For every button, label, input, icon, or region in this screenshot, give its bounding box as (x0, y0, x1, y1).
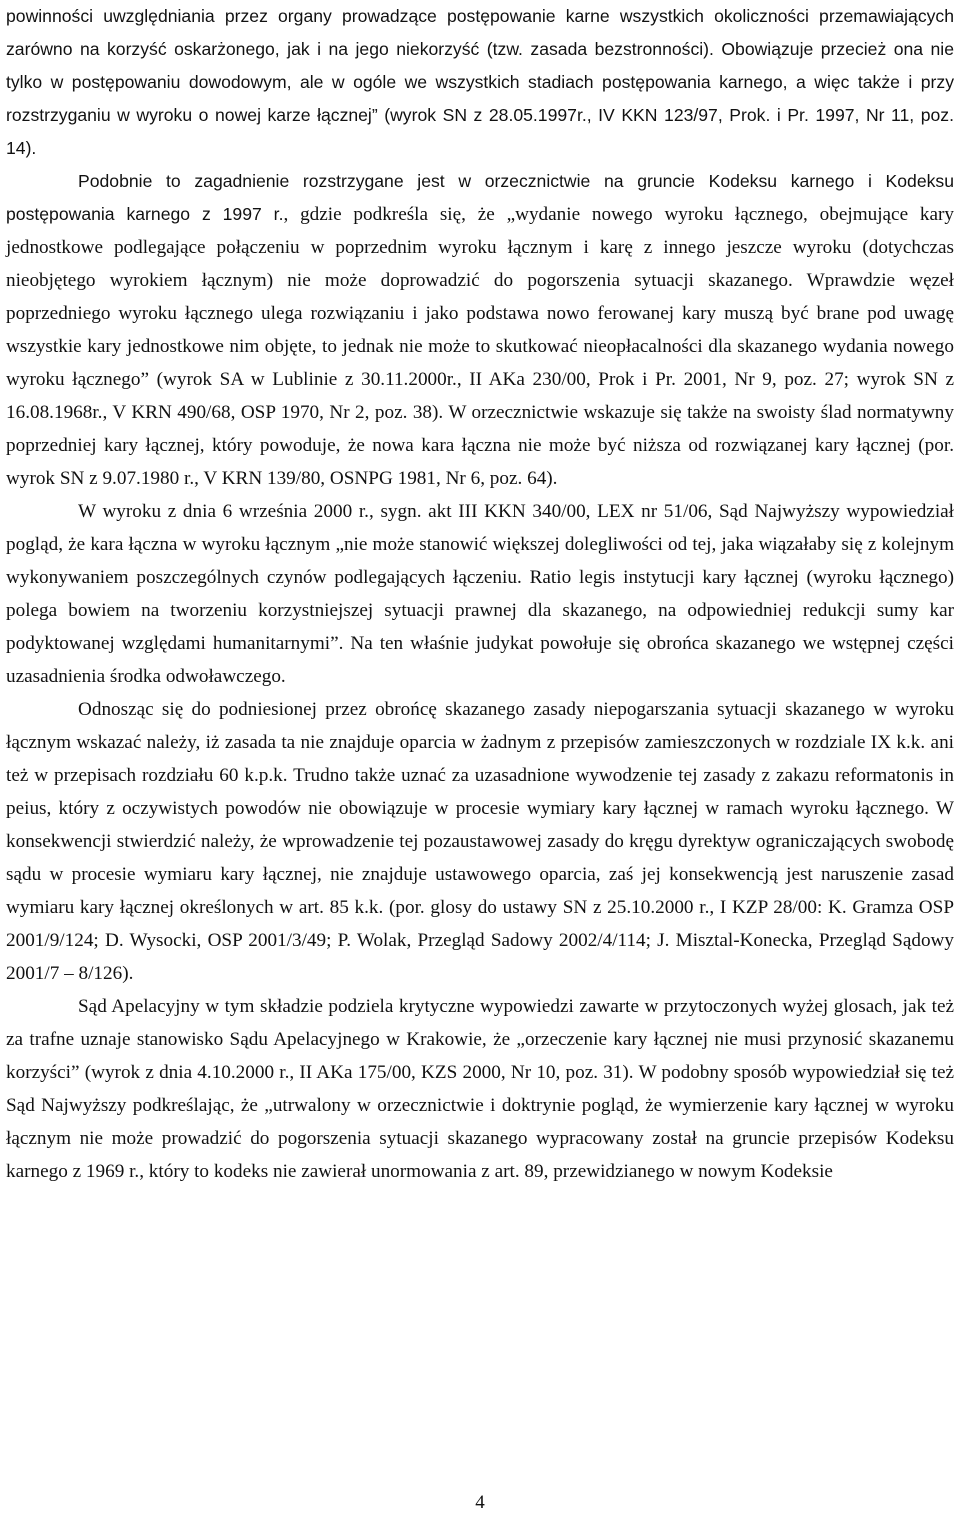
document-page (6, 0, 954, 1188)
paragraph-4-text: Odnosząc się do podniesionej przez obrońcę skazanego zasady niepogarszania sytuacji skazanego w wyroku łącznym wskazać należy, iż zasada ta nie znajduje oparcia w żadnym z przepisów zamieszczonych w rozdziale IX k.k. ani też w przepisach rozdziału 60 k.p.k. Trudno także uznać za uzasadnione wywodzenie tej zasady z zakazu reformatonis in peius, który z oczywistych powodów nie obowiązuje w procesie wymiary kary łącznej w ramach wyroku łącznego. W konsekwencji stwierdzić należy, że wprowadzenie tej pozaustawowej zasady do kręgu dyrektyw ograniczających swobodę sądu w procesie wymiaru kary łącznej, nie znajduje ustawowego oparcia, zaś jej konsekwencją jest naruszenie zasad wymiaru kary łącznej określonych w art. 85 k.k. (por. glosy do ustawy SN z 25.10.2000 r., I KZP 28/00: K. Gramza OSP 2001/9/124; D. Wysocki, OSP 2001/3/49; P. Wolak, Przegląd Sadowy 2002/4/114; J. Misztal-Konecka, Przegląd Sądowy 2001/7 – 8/126). (6, 699, 954, 984)
paragraph-2-text-serif: , gdzie podkreśla się, że „wydanie nowego wyroku łącznego, obejmujące kary jednostkowe podlegające połączeniu w poprzednim wyroku łącznym i karę z innego jeszcze wyroku (dotychczas nieobjętego wyrokiem łącznym) nie może doprowadzić do pogorszenia sytuacji skazanego. Wprawdzie węzeł poprzedniego wyroku łącznego ulega rozwiązaniu i jako podstawa nowo ferowanej kary muszą być brane pod uwagę wszystkie kary jednostkowe nim objęte, to jednak nie może to skutkować nieopłacalności dla skazanego wydania nowego wyroku łącznego” (wyrok SA w Lublinie z 30.11.2000r., II AKa 230/00, Prok i Pr. 2001, Nr 9, poz. 27; wyrok SN z 16.08.1968r., V KRN 490/68, OSP 1970, Nr 2, poz. 38). W orzecznictwie wskazuje się także na swoisty ślad normatywny poprzedniej kary łącznej, który powoduje, że nowa kara łączna nie może być niższa od rozwiązanej kary łącznej (por. wyrok SN z 9.07.1980 r., V KRN 139/80, OSNPG 1981, Nr 6, poz. 64). (6, 204, 954, 489)
paragraph-5 (6, 990, 954, 1188)
page-number: 4 (475, 1492, 485, 1513)
paragraph-4 (6, 693, 954, 990)
paragraph-5-text: Sąd Apelacyjny w tym składzie podziela krytyczne wypowiedzi zawarte w przytoczonych wyżej glosach, jak też za trafne uznaje stanowisko Sądu Apelacyjnego w Krakowie, że „orzeczenie kary łącznej nie musi przynosić skazanemu korzyści” (wyrok z dnia 4.10.2000 r., II AKa 175/00, KZS 2000, Nr 10, poz. 31). W podobny sposób wypowiedział się też Sąd Najwyższy podkreślając, że „utrwalony w orzecznictwie i doktrynie pogląd, że wymierzenie kary łącznej w wyroku łącznym nie może prowadzić do pogorszenia sytuacji skazanego wypracowany został na gruncie przepisów Kodeksu karnego z 1969 r., który to kodeks nie zawierał unormowania z art. 89, przewidzianego w nowym Kodeksie (6, 996, 954, 1182)
paragraph-2 (6, 165, 954, 495)
paragraph-1 (6, 0, 954, 165)
paragraph-3 (6, 495, 954, 693)
paragraph-3-text: W wyroku z dnia 6 września 2000 r., sygn. akt III KKN 340/00, LEX nr 51/06, Sąd Najwyższy wypowiedział pogląd, że kara łączna w wyroku łącznym „nie może stanowić większej dolegliwości od tej, jaka wiązałaby się z kolejnym wykonywaniem poszczególnych czynów podlegających łączeniu. Ratio legis instytucji kary łącznej (wyroku łącznego) polega bowiem na tworzeniu korzystniejszej sytuacji prawnej dla skazanego, na odpowiedniej redukcji sumy kar podyktowanej względami humanitarnymi”. Na ten właśnie judykat powołuje się obrońca skazanego we wstępnej części uzasadnienia środka odwoławczego. (6, 501, 954, 687)
paragraph-1-text: powinności uwzględniania przez organy prowadzące postępowanie karne wszystkich okoliczności przemawiających zarówno na korzyść oskarżonego, jak i na jego niekorzyść (tzw. zasada bezstronności). Obowiązuje przecież ona nie tylko w postępowaniu dowodowym, ale w ogóle we wszystkich stadiach postępowania karnego, a więc także i przy rozstrzyganiu w wyroku o nowej karze łącznej” (wyrok SN z 28.05.1997r., IV KKN 123/97, Prok. i Pr. 1997, Nr 11, poz. 14). (6, 6, 954, 158)
paragraph-2-text-sans: Podobnie to zagadnienie rozstrzygane jest w orzecznictwie na gruncie Kodeksu karnego i Kodeksu postępowania karnego z 1997 r. (6, 171, 954, 224)
